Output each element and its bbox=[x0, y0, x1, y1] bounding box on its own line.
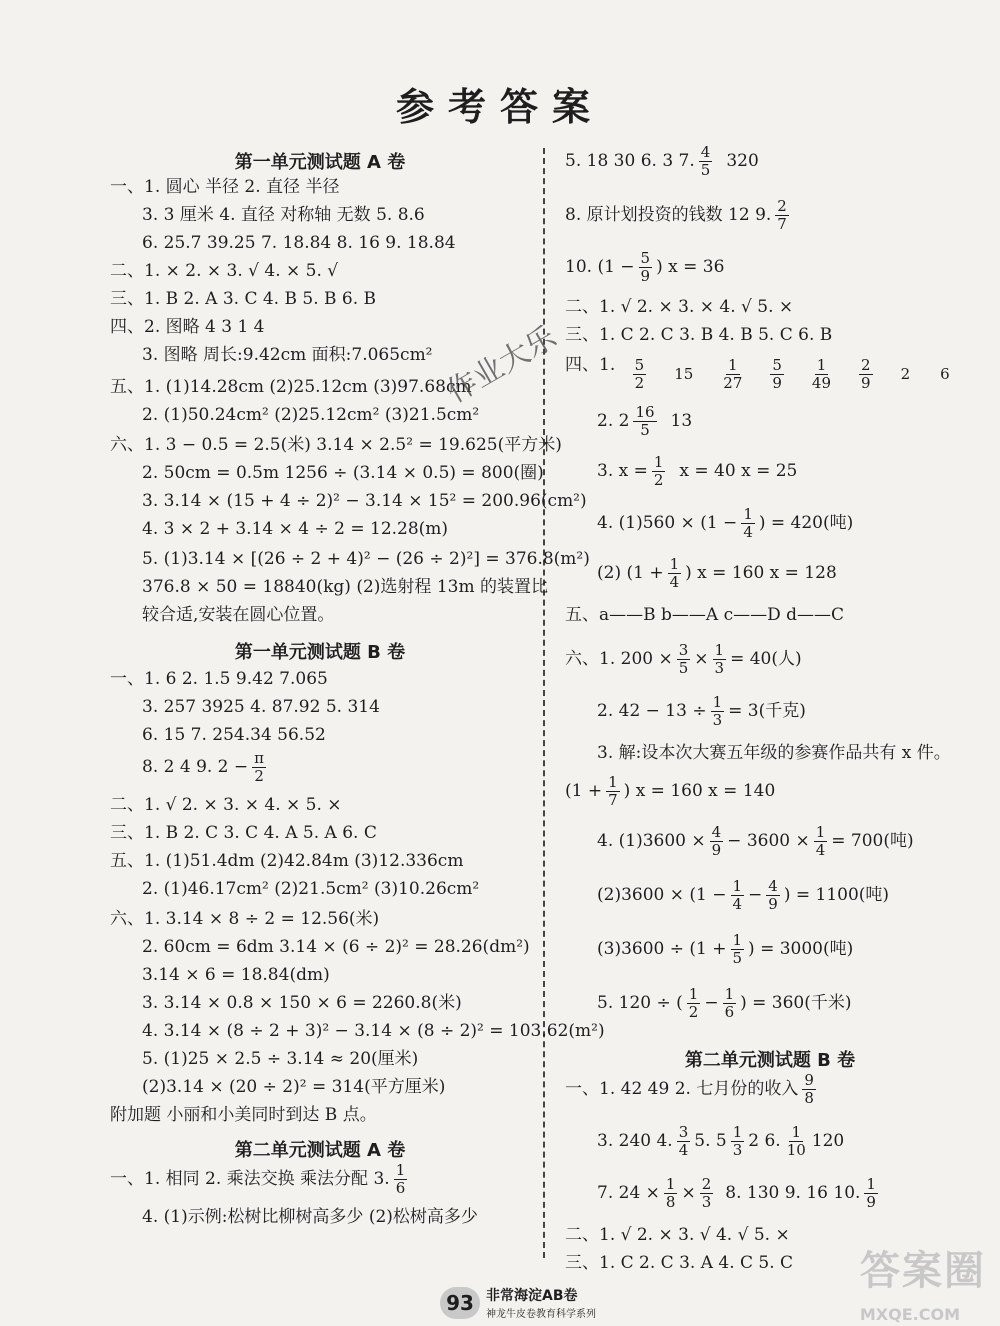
numerator: 1 bbox=[732, 1123, 743, 1141]
answer-line: 附加题 小丽和小美同时到达 B 点。 bbox=[110, 1105, 377, 1125]
answer-line-fraction bbox=[565, 932, 853, 967]
numerator: 1 bbox=[724, 985, 735, 1003]
text: x = 40 x = 25 bbox=[679, 461, 798, 481]
section-heading: 第二单元测试题 B 卷 bbox=[684, 1050, 856, 1071]
answer-line: 六、1. 3.14 × 8 ÷ 2 = 12.56(米) bbox=[110, 909, 380, 929]
fraction bbox=[252, 750, 266, 785]
denominator: 3 bbox=[714, 659, 725, 677]
denominator: 2 bbox=[688, 1003, 699, 1021]
answer-line-fraction bbox=[565, 144, 759, 179]
answer-line: 二、1. √ 2. × 3. × 4. √ 5. × bbox=[565, 297, 794, 317]
numerator: 1 bbox=[653, 453, 664, 471]
text: 2 6. bbox=[748, 1131, 781, 1151]
answer-line-fraction bbox=[565, 824, 914, 859]
numerator: 1 bbox=[732, 931, 743, 949]
denominator: 9 bbox=[711, 841, 722, 859]
text: 10. (1 − bbox=[565, 257, 635, 277]
text: 2. 2 bbox=[597, 411, 630, 431]
text: 5. 5 bbox=[694, 1131, 727, 1151]
answer-line-fraction bbox=[565, 1124, 844, 1159]
answer-line: 三、1. C 2. C 3. B 4. B 5. C 6. B bbox=[565, 325, 833, 345]
numerator: 1 bbox=[866, 1175, 876, 1193]
denominator: 4 bbox=[678, 1141, 689, 1159]
fraction bbox=[859, 357, 873, 392]
numerator: 3 bbox=[678, 641, 689, 659]
answer-line: 2. 50cm = 0.5m 1256 ÷ (3.14 × 0.5) = 800(圈) bbox=[142, 463, 544, 483]
text: ) x = 36 bbox=[656, 257, 725, 277]
answer-line: 二、1. √ 2. × 3. √ 4. √ 5. × bbox=[565, 1225, 790, 1245]
numerator: 5 bbox=[634, 356, 645, 374]
answer-line: 五、1. (1)14.28cm (2)25.12cm (3)97.68cm bbox=[110, 377, 472, 397]
answer-line-fraction bbox=[110, 750, 270, 785]
text: 一、1. 相同 2. 乘法交换 乘法分配 3. bbox=[110, 1169, 390, 1189]
fraction bbox=[633, 357, 647, 392]
numerator: 2 bbox=[900, 365, 911, 383]
fraction bbox=[664, 1176, 678, 1211]
fraction bbox=[864, 1176, 878, 1211]
numerator: 1 bbox=[395, 1161, 406, 1179]
answer-line-fraction bbox=[565, 404, 692, 439]
numerator: 5 bbox=[640, 249, 651, 267]
fraction bbox=[785, 1124, 808, 1159]
fraction bbox=[775, 198, 789, 233]
text: ) = 360(千米) bbox=[740, 993, 852, 1013]
answer-line: 2. 60cm = 6dm 3.14 × (6 ÷ 2)² = 28.26(dm²) bbox=[142, 937, 530, 957]
answer-line: 376.8 × 50 = 18840(kg) (2)选射程 13m 的装置比 bbox=[142, 577, 548, 597]
numerator: 4 bbox=[768, 877, 778, 895]
answer-line: 一、1. 6 2. 1.5 9.42 7.065 bbox=[110, 669, 328, 689]
answer-line-fraction bbox=[565, 694, 806, 729]
answer-line-fraction bbox=[565, 506, 853, 541]
text: × bbox=[694, 649, 709, 669]
text: 3. x = bbox=[597, 461, 648, 481]
text: ) = 420(吨) bbox=[758, 513, 854, 533]
fraction bbox=[713, 642, 727, 677]
page-footer bbox=[440, 1285, 596, 1320]
denominator: 3 bbox=[701, 1193, 712, 1211]
fraction bbox=[668, 556, 682, 591]
fraction bbox=[699, 144, 713, 179]
fraction bbox=[814, 824, 828, 859]
fraction bbox=[710, 824, 724, 859]
denominator: 5 bbox=[700, 161, 711, 179]
text: 320 bbox=[726, 151, 759, 171]
numerator: 5 bbox=[772, 356, 782, 374]
text: 8. 2 4 9. 2 − bbox=[142, 757, 249, 777]
answer-line-fraction bbox=[565, 250, 724, 285]
denominator: 9 bbox=[866, 1193, 876, 1211]
answer-line-fraction bbox=[565, 354, 956, 392]
numerator: 1 bbox=[669, 555, 680, 573]
denominator: 5 bbox=[678, 659, 689, 677]
text: 13 bbox=[670, 411, 693, 431]
fraction bbox=[672, 366, 695, 383]
answer-line: 5. (1)3.14 × [(26 ÷ 2 + 4)² − (26 ÷ 2)²] = 376.8(m²) bbox=[142, 549, 590, 569]
column-divider bbox=[543, 148, 545, 1258]
fraction bbox=[802, 1072, 816, 1107]
answer-line: 一、1. 圆心 半径 2. 直径 半径 bbox=[110, 177, 340, 197]
numerator: 2 bbox=[701, 1175, 712, 1193]
fraction bbox=[606, 774, 620, 809]
denominator: 4 bbox=[669, 573, 680, 591]
denominator: 6 bbox=[724, 1003, 735, 1021]
answer-line-fraction bbox=[565, 1072, 820, 1107]
fraction bbox=[741, 506, 755, 541]
series-name: 神龙牛皮卷教育科学系列 bbox=[486, 1309, 596, 1320]
fraction bbox=[810, 357, 833, 392]
numerator: 9 bbox=[804, 1071, 814, 1089]
fraction bbox=[652, 454, 666, 489]
answer-line: 4. (1)示例:松树比柳树高多少 (2)松树高多少 bbox=[142, 1207, 478, 1227]
denominator: 9 bbox=[640, 267, 651, 285]
text: 8. 原计划投资的钱数 12 9. bbox=[565, 205, 772, 225]
answer-line-fraction bbox=[565, 774, 775, 809]
section-heading: 第一单元测试题 A 卷 bbox=[234, 152, 406, 173]
answer-line: 三、1. C 2. C 3. A 4. C 5. C bbox=[565, 1253, 794, 1273]
numerator: 15 bbox=[674, 365, 694, 383]
text: 5. 120 ÷ ( bbox=[597, 993, 683, 1013]
fraction bbox=[721, 357, 744, 392]
denominator: 5 bbox=[640, 421, 650, 439]
answer-line-fraction bbox=[565, 986, 852, 1021]
denominator: 2 bbox=[653, 471, 664, 489]
fraction bbox=[677, 1124, 691, 1159]
numerator: 1 bbox=[714, 641, 725, 659]
denominator: 6 bbox=[395, 1179, 406, 1197]
numerator: 1 bbox=[816, 356, 827, 374]
answer-line: 2. (1)50.24cm² (2)25.12cm² (3)21.5cm² bbox=[142, 405, 480, 425]
footer-brand bbox=[486, 1285, 596, 1320]
answer-line: 较合适,安装在圆心位置。 bbox=[142, 605, 335, 625]
fraction bbox=[639, 250, 653, 285]
denominator: 8 bbox=[665, 1193, 676, 1211]
watermark-logo: 答案圈 bbox=[860, 1248, 986, 1294]
page-title: 参考答案 bbox=[395, 85, 604, 129]
fraction bbox=[677, 642, 691, 677]
text: ) = 3000(吨) bbox=[748, 939, 854, 959]
denominator: 3 bbox=[712, 711, 723, 729]
handwritten-stamp: 作业大乐 bbox=[441, 319, 563, 411]
answer-line-fraction bbox=[565, 556, 837, 591]
answer-line: 4. 3.14 × (8 ÷ 2 + 3)² − 3.14 × (8 ÷ 2)² = 103.62(m²) bbox=[142, 1021, 605, 1041]
numerator: 1 bbox=[608, 773, 618, 791]
fraction bbox=[766, 878, 780, 913]
numerator: 1 bbox=[728, 356, 738, 374]
fraction bbox=[731, 932, 745, 967]
answer-line: 3. 解:设本次大赛五年级的参赛作品共有 x 件。 bbox=[597, 743, 951, 763]
denominator: 9 bbox=[772, 374, 782, 392]
denominator: 2 bbox=[634, 374, 645, 392]
numerator: 1 bbox=[732, 877, 743, 895]
fraction bbox=[711, 694, 725, 729]
numerator: 1 bbox=[815, 823, 826, 841]
answer-line: 五、a——B b——A c——D d——C bbox=[565, 605, 845, 625]
text: − bbox=[748, 885, 763, 905]
answer-line: 二、1. × 2. × 3. √ 4. × 5. √ bbox=[110, 261, 339, 281]
text: = 3(千克) bbox=[728, 701, 806, 721]
text: × bbox=[681, 1183, 696, 1203]
text: − 3600 × bbox=[727, 831, 810, 851]
text: = 700(吨) bbox=[831, 831, 914, 851]
answer-line: (2)3.14 × (20 ÷ 2)² = 314(平方厘米) bbox=[142, 1077, 446, 1097]
text: 四、1. bbox=[565, 355, 616, 375]
denominator: 4 bbox=[732, 895, 743, 913]
answer-line-fraction bbox=[565, 198, 793, 233]
denominator: 7 bbox=[608, 791, 618, 809]
numerator: 3 bbox=[678, 1123, 689, 1141]
answer-line-fraction bbox=[565, 642, 802, 677]
text: 2. 42 − 13 ÷ bbox=[597, 701, 707, 721]
answer-line-fraction bbox=[565, 878, 889, 913]
denominator: 27 bbox=[723, 374, 743, 392]
answer-line: 五、1. (1)51.4dm (2)42.84m (3)12.336cm bbox=[110, 851, 464, 871]
text: (2)3600 × (1 − bbox=[597, 885, 727, 905]
fraction bbox=[938, 366, 952, 383]
denominator: 9 bbox=[861, 374, 871, 392]
fraction bbox=[731, 878, 745, 913]
answer-line: 3. 图略 周长:9.42cm 面积:7.065cm² bbox=[142, 345, 433, 365]
fraction-group bbox=[629, 357, 956, 392]
text: 120 bbox=[811, 1131, 845, 1151]
numerator: 1 bbox=[743, 505, 753, 523]
text: 4. (1)3600 × bbox=[597, 831, 706, 851]
numerator: 16 bbox=[635, 403, 655, 421]
fraction bbox=[731, 1124, 745, 1159]
section-heading: 第二单元测试题 A 卷 bbox=[234, 1140, 406, 1161]
numerator: 1 bbox=[665, 1175, 676, 1193]
answer-line: 2. (1)46.17cm² (2)21.5cm² (3)10.26cm² bbox=[142, 879, 480, 899]
denominator: 8 bbox=[804, 1089, 814, 1107]
answer-line: 4. 3 × 2 + 3.14 × 4 ÷ 2 = 12.28(m) bbox=[142, 519, 449, 539]
numerator: 2 bbox=[777, 197, 787, 215]
watermark-url: MXQE.COM bbox=[859, 1305, 960, 1324]
numerator: 1 bbox=[712, 693, 723, 711]
numerator: 1 bbox=[791, 1123, 802, 1141]
text: 8. 130 9. 16 10. bbox=[725, 1183, 861, 1203]
fraction bbox=[899, 366, 913, 383]
fraction bbox=[687, 986, 701, 1021]
numerator: 4 bbox=[700, 143, 711, 161]
text: 一、1. 42 49 2. 七月份的收入 bbox=[565, 1079, 799, 1099]
answer-line: 3. 3.14 × 0.8 × 150 × 6 = 2260.8(米) bbox=[142, 993, 462, 1013]
answer-line: 6. 25.7 39.25 7. 18.84 8. 16 9. 18.84 bbox=[142, 233, 456, 253]
text: 六、1. 200 × bbox=[565, 649, 673, 669]
fraction bbox=[723, 986, 737, 1021]
answer-line: 6. 15 7. 254.34 56.52 bbox=[142, 725, 326, 745]
text: = 40(人) bbox=[730, 649, 802, 669]
fraction bbox=[700, 1176, 714, 1211]
brand-name: 非常海淀AB卷 bbox=[486, 1288, 578, 1304]
numerator: 4 bbox=[711, 823, 722, 841]
answer-line: 二、1. √ 2. × 3. × 4. × 5. × bbox=[110, 795, 342, 815]
answer-line: 三、1. B 2. C 3. C 4. A 5. A 6. C bbox=[110, 823, 377, 843]
text: 4. (1)560 × (1 − bbox=[597, 513, 738, 533]
answer-line: 六、1. 3 − 0.5 = 2.5(米) 3.14 × 2.5² = 19.625(平方米) bbox=[110, 435, 562, 455]
text: 3. 240 4. bbox=[597, 1131, 673, 1151]
fraction bbox=[394, 1162, 408, 1197]
answer-line-fraction bbox=[565, 454, 797, 489]
denominator: 7 bbox=[777, 215, 787, 233]
text: ) x = 160 x = 140 bbox=[623, 781, 776, 801]
denominator: 49 bbox=[811, 374, 832, 392]
answer-line-fraction bbox=[565, 1176, 882, 1211]
answer-line: 3.14 × 6 = 18.84(dm) bbox=[142, 965, 330, 985]
denominator: 5 bbox=[732, 949, 743, 967]
answer-line: 3. 3.14 × (15 + 4 ÷ 2)² − 3.14 × 15² = 200.96(cm²) bbox=[142, 491, 587, 511]
denominator: 4 bbox=[815, 841, 826, 859]
numerator: 1 bbox=[688, 985, 699, 1003]
denominator: 9 bbox=[768, 895, 778, 913]
text: 5. 18 30 6. 3 7. bbox=[565, 151, 695, 171]
numerator: π bbox=[254, 749, 265, 767]
text: ) = 1100(吨) bbox=[783, 885, 890, 905]
text: (2) (1 + bbox=[597, 563, 664, 583]
denominator: 10 bbox=[786, 1141, 806, 1159]
text: ) x = 160 x = 128 bbox=[685, 563, 837, 583]
text: (3)3600 ÷ (1 + bbox=[597, 939, 727, 959]
denominator: 2 bbox=[254, 767, 264, 785]
text: 7. 24 × bbox=[597, 1183, 660, 1203]
answer-line: 四、2. 图略 4 3 1 4 bbox=[110, 317, 265, 337]
denominator: 4 bbox=[743, 523, 753, 541]
page-number: 93 bbox=[440, 1287, 480, 1319]
text: (1 + bbox=[565, 781, 603, 801]
answer-line: 3. 257 3925 4. 87.92 5. 314 bbox=[142, 697, 380, 717]
answer-line: 三、1. B 2. A 3. C 4. B 5. B 6. B bbox=[110, 289, 377, 309]
numerator: 2 bbox=[861, 356, 871, 374]
denominator: 3 bbox=[732, 1141, 743, 1159]
fraction bbox=[770, 357, 784, 392]
numerator: 6 bbox=[940, 365, 950, 383]
answer-line-fraction bbox=[110, 1162, 411, 1197]
answer-line: 5. (1)25 × 2.5 ÷ 3.14 ≈ 20(厘米) bbox=[142, 1049, 419, 1069]
text: − bbox=[704, 993, 719, 1013]
section-heading: 第一单元测试题 B 卷 bbox=[234, 642, 406, 663]
fraction bbox=[633, 404, 656, 439]
answer-line: 3. 3 厘米 4. 直径 对称轴 无数 5. 8.6 bbox=[142, 205, 425, 225]
